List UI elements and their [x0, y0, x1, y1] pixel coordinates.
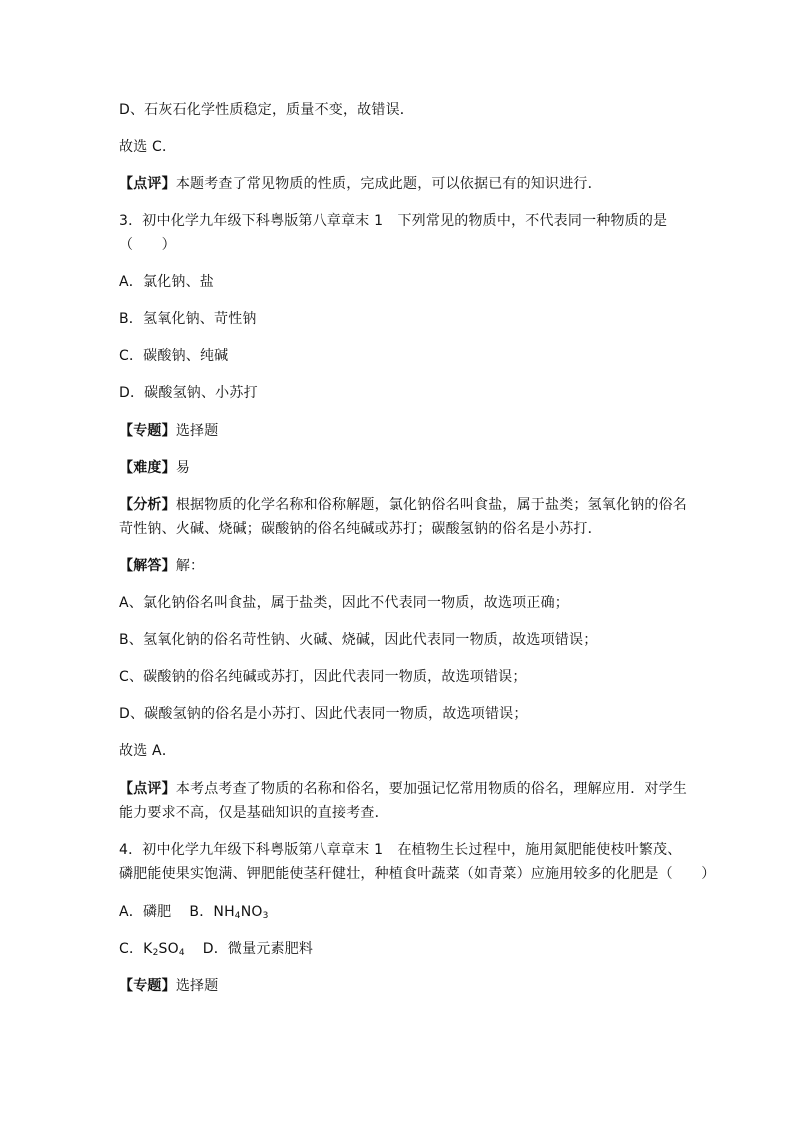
q3-solution-label: 【解答】	[119, 558, 176, 574]
q3-topic	[119, 421, 704, 441]
q3-analysis-line2: 苛性钠、火碱、烧碱；碳酸钠的俗名纯碱或苏打；碳酸氢钠的俗名是小苏打．	[119, 521, 602, 537]
q3-difficulty-text: 易	[175, 460, 191, 476]
q4-options-row-1	[119, 902, 704, 922]
q4-option-b-sub2: 3	[262, 911, 269, 921]
q3-review-label: 【点评】	[119, 781, 176, 797]
q2-review-text: 本题考查了常见物质的性质，完成此题，可以依据已有的知识进行．	[175, 176, 602, 192]
q3-difficulty	[119, 458, 704, 478]
q4-stem-line2: 磷肥能使果实饱满、钾肥能使茎秆健壮，种植食叶蔬菜（如青菜）应施用较多的化肥是（ ）	[119, 866, 716, 882]
q3-option-b: B．氢氧化钠、苛性钠	[119, 311, 257, 327]
q4-topic	[119, 976, 704, 996]
q4-option-b	[189, 904, 268, 920]
q3-review-line1	[119, 779, 704, 799]
q3-topic-text: 选择题	[175, 423, 219, 439]
q3-solution-line-a: A、氯化钠俗名叫食盐，属于盐类，因此不代表同一物质，故选项正确；	[119, 595, 569, 611]
q4-stem-line1: 4．初中化学九年级下科粤版第八章章末 1 在植物生长过程中，施用氮肥能使枝叶繁茂、	[119, 842, 682, 858]
q4-option-c-sub1: 2	[152, 948, 159, 958]
q3-analysis-text-1: 根据物质的化学名称和俗称解题，氯化钠俗名叫食盐，属于盐类；氢氧化钠的俗名	[175, 497, 688, 513]
q4-option-c-sub2: 4	[178, 948, 185, 958]
q3-solution-line-d: D、碳酸氢钠的俗名是小苏打、因此代表同一物质，故选项错误；	[119, 706, 528, 722]
q2-answer: 故选 C．	[119, 139, 177, 155]
q4-option-c-mid: SO	[158, 941, 179, 957]
q4-topic-text: 选择题	[175, 978, 219, 994]
q4-option-c-prefix: C．K	[119, 941, 153, 957]
q3-stem-line1: 3．初中化学九年级下科粤版第八章章末 1 下列常见的物质中，不代表同一种物质的是	[119, 213, 668, 229]
q3-analysis-label: 【分析】	[119, 497, 176, 513]
q3-option-a: A．氯化钠、盐	[119, 274, 214, 290]
q3-stem-line2: （ ）	[119, 237, 176, 253]
q4-option-b-mid: NO	[240, 904, 263, 920]
q3-topic-label: 【专题】	[119, 423, 176, 439]
q3-review-line2: 能力要求不高，仅是基础知识的直接考查．	[119, 805, 389, 821]
q4-option-d: D．微量元素肥料	[202, 941, 314, 957]
q4-option-b-prefix: B．NH	[189, 904, 235, 920]
q3-solution	[119, 556, 704, 576]
q4-option-a: A．磷肥	[119, 904, 172, 920]
q2-option-d-explanation: D、石灰石化学性质稳定，质量不变，故错误．	[119, 102, 414, 118]
q3-solution-text: 解：	[175, 558, 205, 574]
q3-option-d: D．碳酸氢钠、小苏打	[119, 385, 258, 401]
q2-review	[119, 174, 704, 194]
q3-review-text-1: 本考点考查了物质的名称和俗名，要加强记忆常用物质的俗名，理解应用．对学生	[175, 781, 688, 797]
q4-option-b-sub1: 4	[234, 911, 241, 921]
q4-topic-label: 【专题】	[119, 978, 176, 994]
q3-answer: 故选 A．	[119, 743, 177, 759]
q3-analysis-line1	[119, 495, 704, 515]
q4-option-c	[119, 941, 185, 957]
q4-options-row-2	[119, 939, 704, 959]
q2-review-label: 【点评】	[119, 176, 176, 192]
q3-option-c: C．碳酸钠、纯碱	[119, 348, 229, 364]
q3-solution-line-c: C、碳酸钠的俗名纯碱或苏打，因此代表同一物质，故选项错误；	[119, 669, 527, 685]
q3-difficulty-label: 【难度】	[119, 460, 176, 476]
q3-solution-line-b: B、氢氧化钠的俗名苛性钠、火碱、烧碱，因此代表同一物质，故选项错误；	[119, 632, 598, 648]
